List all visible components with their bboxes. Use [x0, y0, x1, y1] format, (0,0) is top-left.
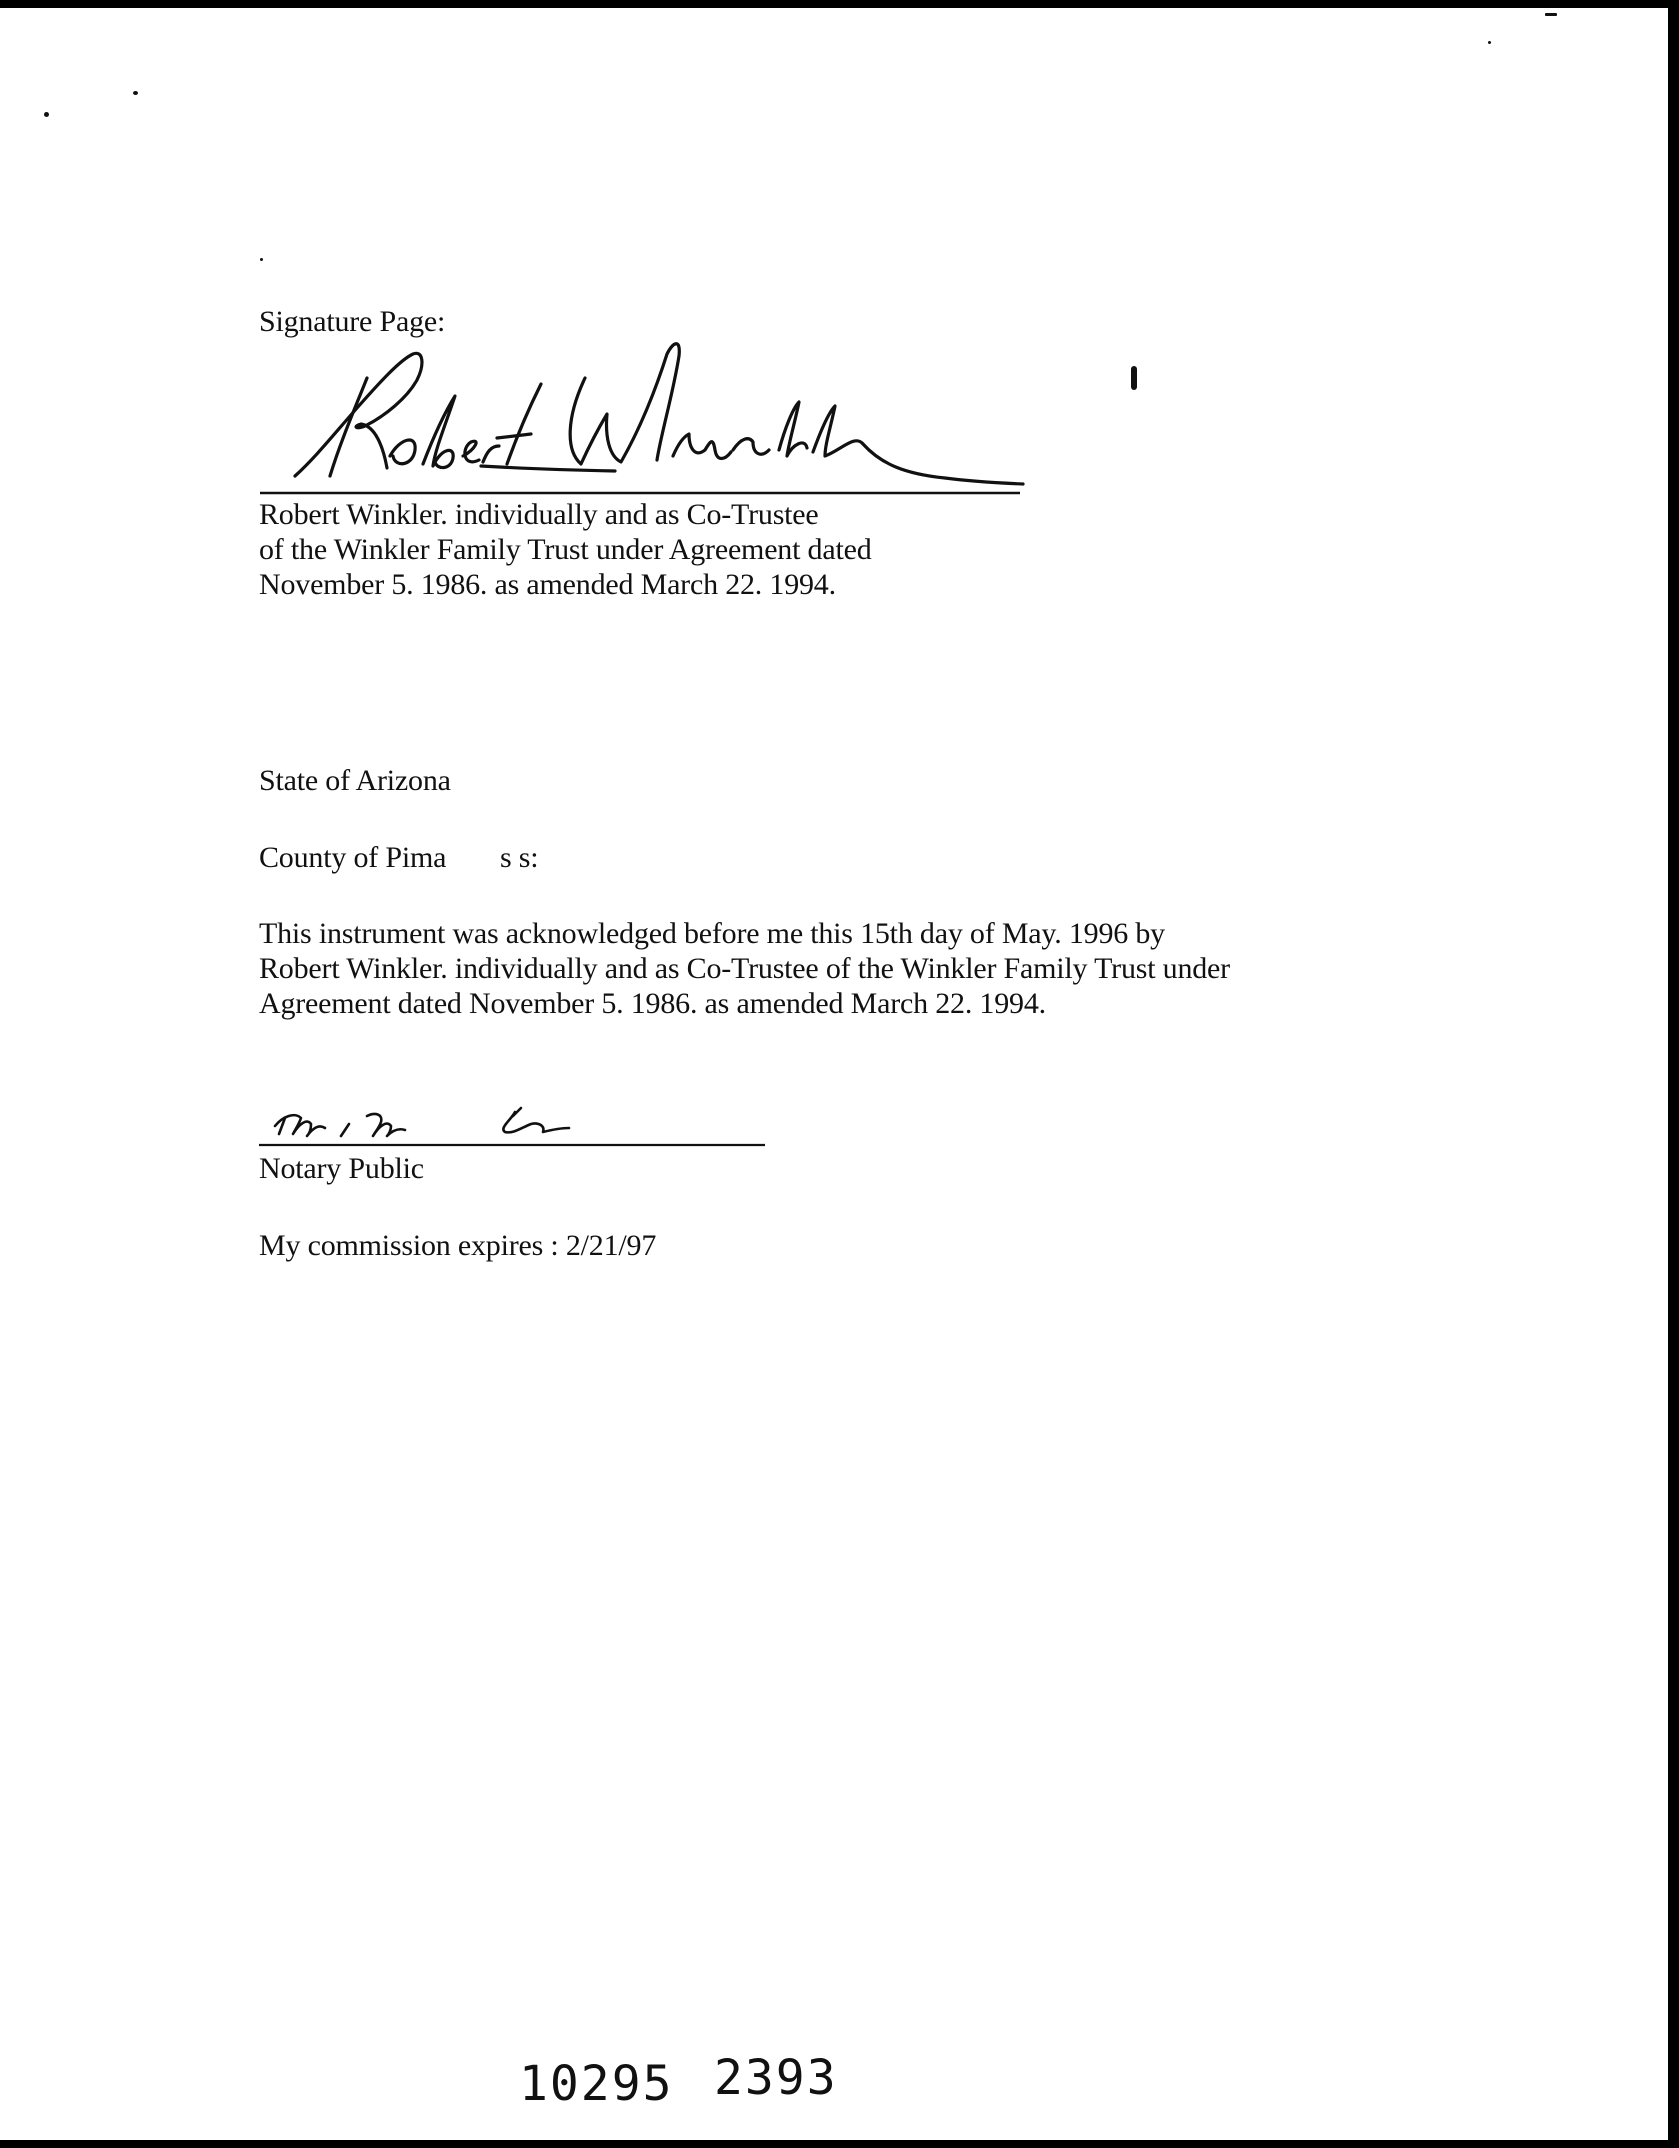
- signer-line-1: Robert Winkler. individually and as Co-Trustee: [259, 498, 819, 531]
- notary-public-label: Notary Public: [259, 1152, 424, 1185]
- scan-speck: [260, 258, 263, 261]
- bates-number-left: 10295: [519, 2056, 674, 2112]
- state-line: State of Arizona: [259, 764, 451, 797]
- signer-line-3: November 5. 1986. as amended March 22. 1994.: [259, 568, 836, 601]
- scan-speck: [44, 112, 49, 117]
- scan-speck: [1488, 41, 1491, 44]
- document-page: [0, 8, 1668, 2140]
- signer-line-2: of the Winkler Family Trust under Agreement dated: [259, 533, 872, 566]
- acknowledgment-line-3: Agreement dated November 5. 1986. as amended March 22. 1994.: [259, 987, 1046, 1020]
- robert-winkler-signature: [285, 338, 1025, 508]
- acknowledgment-line-1: This instrument was acknowledged before me this 15th day of May. 1996 by: [259, 917, 1165, 950]
- scan-speck: [1131, 366, 1137, 390]
- signature-page-heading: Signature Page:: [259, 305, 446, 338]
- scan-speck: [1545, 13, 1557, 16]
- commission-expires: My commission expires : 2/21/97: [259, 1229, 657, 1262]
- bates-number-right: 2393: [714, 2050, 838, 2106]
- acknowledgment-line-2: Robert Winkler. individually and as Co-Trustee of the Winkler Family Trust under: [259, 952, 1230, 985]
- county-line: County of Pima: [259, 841, 447, 874]
- scan-speck: [133, 91, 138, 95]
- county-ss: s s:: [500, 841, 539, 874]
- notary-signature: [255, 1098, 775, 1148]
